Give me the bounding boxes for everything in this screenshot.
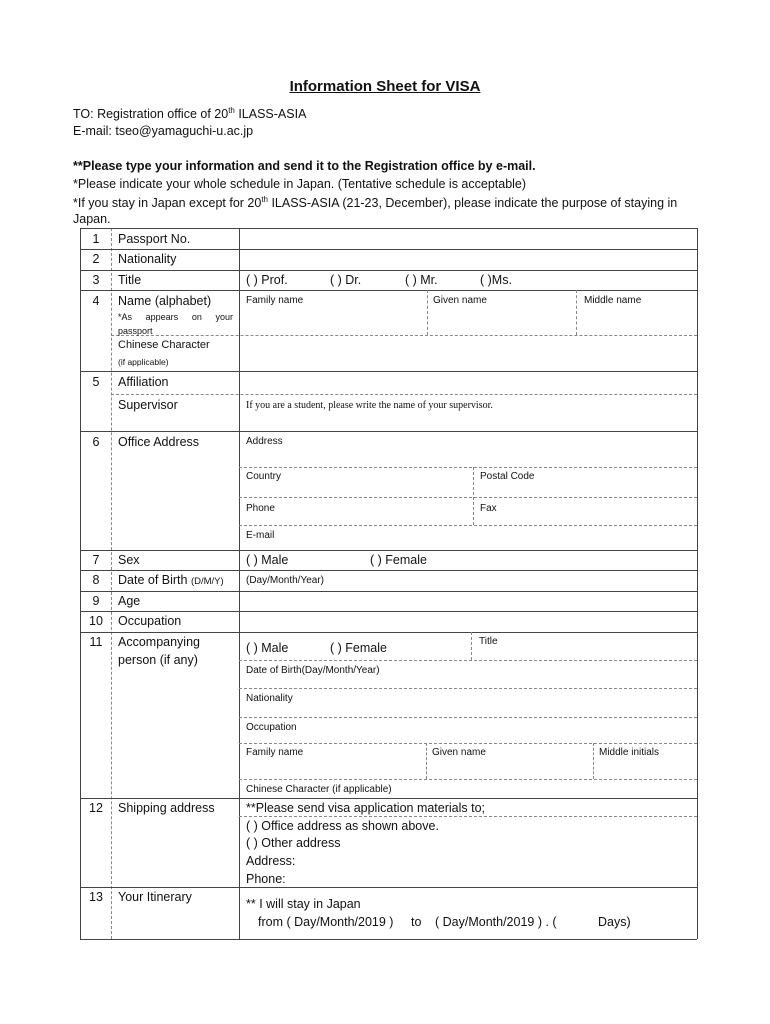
title-option-prof[interactable]: ( ) Prof. bbox=[246, 273, 288, 287]
shipping-address-field[interactable]: Address: bbox=[246, 854, 296, 868]
middle-name-field[interactable]: Middle name bbox=[584, 295, 642, 306]
phone-field[interactable]: Phone bbox=[246, 503, 275, 514]
row-number: 8 bbox=[92, 573, 100, 587]
instruction-stay: *If you stay in Japan except for 20th ILASS-ASIA (21-23, December), please indicate the purpose of staying in bbox=[73, 195, 678, 211]
companion-nationality-field[interactable]: Nationality bbox=[246, 693, 293, 704]
row-number: 6 bbox=[92, 435, 100, 449]
row-number: 1 bbox=[92, 232, 100, 246]
itinerary-from-field[interactable]: from ( Day/Month/2019 ) bbox=[258, 915, 394, 929]
chinese-character-hint: (if applicable) bbox=[118, 357, 169, 367]
accompanying-label-2: person (if any) bbox=[118, 653, 198, 667]
nationality-field[interactable] bbox=[241, 250, 696, 270]
itinerary-intro: ** I will stay in Japan bbox=[246, 897, 361, 911]
companion-occupation-field[interactable]: Occupation bbox=[246, 722, 297, 733]
passport-field[interactable] bbox=[241, 229, 696, 249]
row-number: 5 bbox=[92, 375, 100, 389]
sex-label: Sex bbox=[118, 553, 140, 567]
age-label: Age bbox=[118, 594, 141, 608]
row-number: 11 bbox=[89, 635, 103, 649]
country-field[interactable]: Country bbox=[246, 471, 282, 482]
row-number: 13 bbox=[89, 890, 103, 904]
nationality-label: Nationality bbox=[118, 252, 177, 266]
name-hint: *As appears on your passport bbox=[118, 312, 233, 336]
row-number: 2 bbox=[92, 252, 100, 266]
row-number: 12 bbox=[89, 801, 103, 815]
affiliation-label: Affiliation bbox=[118, 375, 169, 389]
companion-chinese-character-field[interactable]: Chinese Character (if applicable) bbox=[246, 784, 392, 795]
itinerary-until-field[interactable]: ( Day/Month/2019 ) . ( bbox=[435, 915, 557, 929]
companion-sex-female[interactable]: ( ) Female bbox=[330, 641, 387, 655]
occupation-label: Occupation bbox=[118, 614, 182, 628]
office-address-label: Office Address bbox=[118, 435, 200, 449]
fax-field[interactable]: Fax bbox=[480, 503, 497, 514]
shipping-option-other[interactable]: ( ) Other address bbox=[246, 836, 341, 850]
companion-middle-initials-field[interactable]: Middle initials bbox=[599, 747, 660, 758]
postal-code-field[interactable]: Postal Code bbox=[480, 471, 535, 482]
chinese-character-label: Chinese Character bbox=[118, 339, 210, 351]
affiliation-field[interactable] bbox=[241, 372, 696, 393]
companion-title-field[interactable]: Title bbox=[479, 636, 498, 647]
email-line: E-mail: tseo@yamaguchi-u.ac.jp bbox=[73, 124, 254, 138]
dob-format: (D/M/Y) bbox=[190, 576, 224, 587]
passport-label: Passport No. bbox=[118, 232, 191, 246]
title-option-dr[interactable]: ( ) Dr. bbox=[330, 273, 362, 287]
instruction-schedule: *Please indicate your whole schedule in Japan. (Tentative schedule is acceptable) bbox=[73, 177, 527, 191]
shipping-address-label: Shipping address bbox=[118, 801, 215, 815]
itinerary-days-field[interactable]: Days) bbox=[598, 915, 631, 929]
supervisor-field[interactable]: If you are a student, please write the name of your supervisor. bbox=[246, 400, 493, 411]
companion-dob-field[interactable]: Date of Birth(Day/Month/Year) bbox=[246, 665, 380, 676]
row-number: 7 bbox=[92, 553, 100, 567]
row-number: 4 bbox=[92, 294, 100, 308]
itinerary-label: Your Itinerary bbox=[118, 890, 192, 904]
row-number: 10 bbox=[89, 614, 103, 628]
to-line: TO: Registration office of 20th ILASS-ASIA bbox=[73, 106, 307, 122]
page-title: Information Sheet for VISA bbox=[289, 78, 481, 95]
sex-option-male[interactable]: ( ) Male bbox=[246, 553, 289, 567]
row-number: 3 bbox=[92, 273, 100, 287]
shipping-phone-field[interactable]: Phone: bbox=[246, 872, 286, 886]
supervisor-label: Supervisor bbox=[118, 398, 178, 412]
instruction-stay-2: Japan. bbox=[73, 212, 111, 226]
chinese-character-field[interactable] bbox=[241, 337, 696, 370]
accompanying-label: Accompanying bbox=[118, 635, 200, 649]
title-label: Title bbox=[118, 273, 142, 287]
dob-label-text: Date of Birth bbox=[118, 573, 188, 587]
title-option-ms[interactable]: ( )Ms. bbox=[480, 273, 512, 287]
name-label: Name (alphabet) bbox=[118, 294, 212, 308]
shipping-instruction: **Please send visa application materials to; bbox=[246, 801, 486, 815]
age-field[interactable] bbox=[241, 592, 696, 611]
dob-field[interactable]: (Day/Month/Year) bbox=[246, 575, 324, 586]
companion-family-name-field[interactable]: Family name bbox=[246, 747, 304, 758]
row-number: 9 bbox=[92, 594, 100, 608]
companion-given-name-field[interactable]: Given name bbox=[432, 747, 486, 758]
itinerary-to-label: to bbox=[411, 915, 422, 929]
shipping-option-office[interactable]: ( ) Office address as shown above. bbox=[246, 819, 439, 833]
address-field[interactable]: Address bbox=[246, 436, 283, 447]
title-option-mr[interactable]: ( ) Mr. bbox=[405, 273, 438, 287]
companion-sex-male[interactable]: ( ) Male bbox=[246, 641, 289, 655]
instruction-bold: **Please type your information and send it to the Registration office by e-mail. bbox=[73, 159, 536, 173]
email-field[interactable]: E-mail bbox=[246, 530, 275, 541]
dob-label bbox=[118, 573, 224, 587]
sex-option-female[interactable]: ( ) Female bbox=[370, 553, 427, 567]
family-name-field[interactable]: Family name bbox=[246, 295, 304, 306]
occupation-field[interactable] bbox=[241, 612, 696, 631]
given-name-field[interactable]: Given name bbox=[433, 295, 487, 306]
